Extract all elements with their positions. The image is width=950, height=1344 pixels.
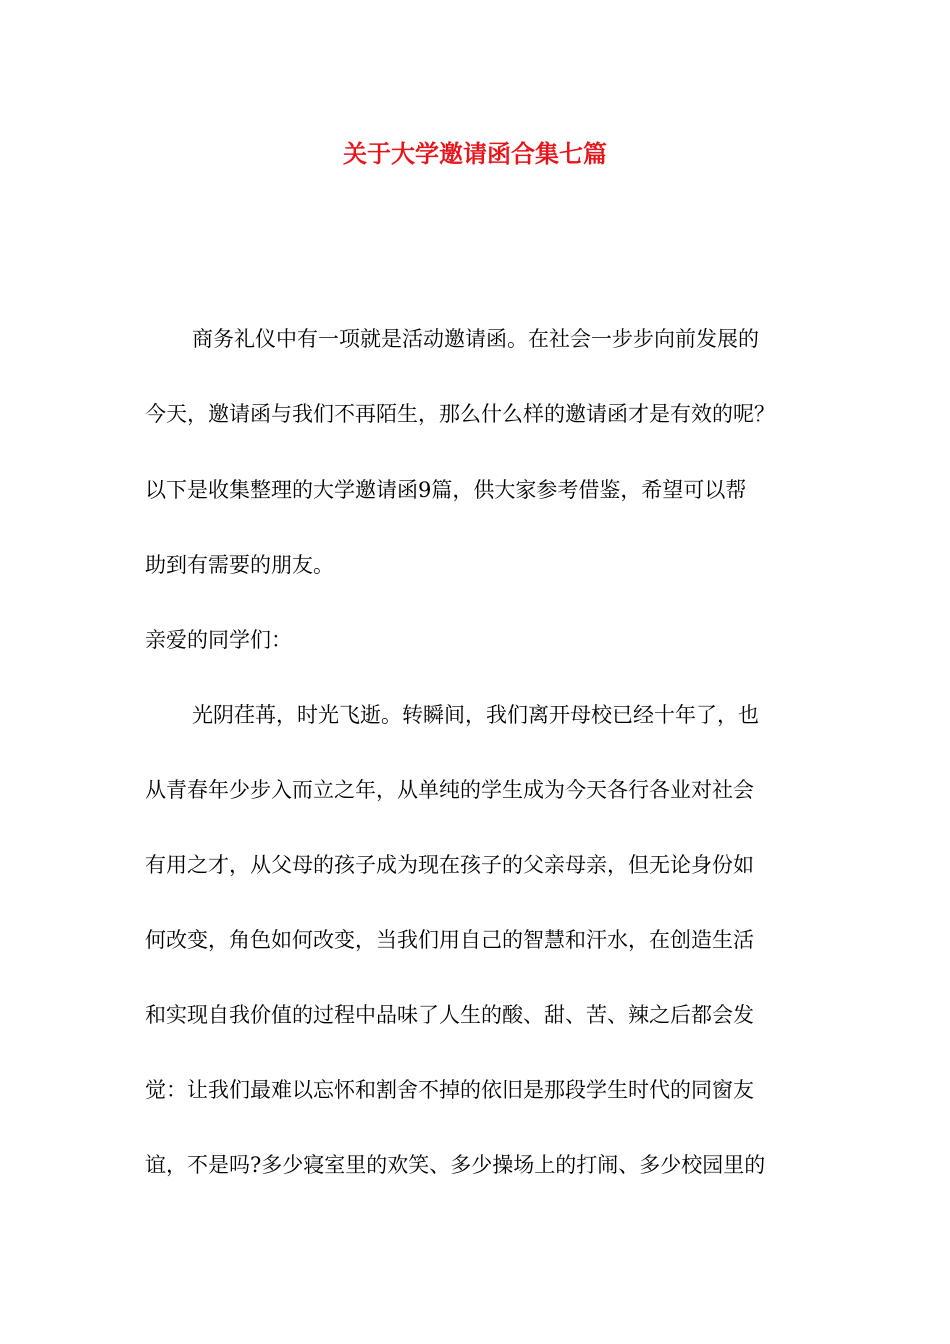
line-text: 助到有需要的朋友。 [145,553,334,577]
line-text: 和实现自我价值的过程中品味了人生的酸、甜、苦、辣之后都会发 [145,1003,754,1027]
line-text: 从青春年少步入而立之年，从单纯的学生成为今天各行各业对社会 [145,778,754,802]
line-text: 光阴荏苒，时光飞逝。转瞬间，我们离开母校已经十年了，也 [192,703,759,727]
line-text: 亲爱的同学们： [145,628,292,652]
line-text: 有用之才，从父母的孩子成为现在孩子的父亲母亲，但无论身份如 [145,853,754,877]
line-text: 何改变，角色如何改变，当我们用自己的智慧和汗水，在创造生活 [145,928,754,952]
line-text: 以下是收集整理的大学邀请函9篇，供大家参考借鉴，希望可以帮 [145,478,747,502]
document-title: 关于大学邀请函合集七篇 [343,140,607,168]
line-text: 今天，邀请函与我们不再陌生，那么什么样的邀请函才是有效的呢？ [145,402,775,426]
line-text: 谊，不是吗?多少寝室里的欢笑、多少操场上的打闹、多少校园里的 [145,1153,766,1177]
line-text: 商务礼仪中有一项就是活动邀请函。在社会一步步向前发展的 [192,327,759,351]
line-text: 觉：让我们最难以忘怀和割舍不掉的依旧是那段学生时代的同窗友 [145,1078,754,1102]
